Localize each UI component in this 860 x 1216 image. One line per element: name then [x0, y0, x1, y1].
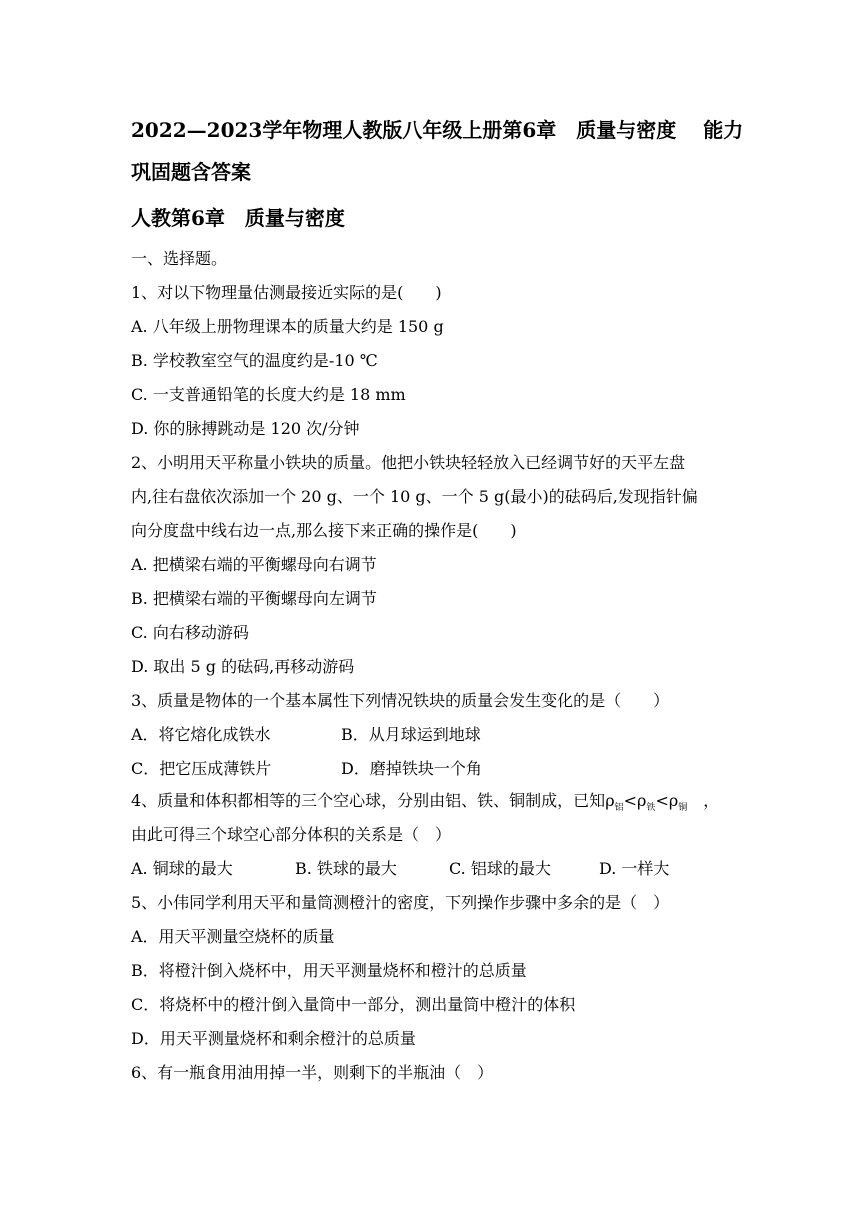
question-5-option-d: D．用天平测量烧杯和剩余橙汁的总质量: [131, 1029, 416, 1048]
question-4-stem-suffix: ，: [687, 791, 720, 810]
density-copper: $\rho_铜$: [668, 791, 688, 814]
question-4-option-a: A. 铜球的最大: [131, 859, 233, 878]
question-1-stem: 1、对以下物理量估测最接近实际的是( ): [131, 283, 442, 302]
question-3-option-d: D．磨掉铁块一个角: [341, 759, 482, 778]
question-4-option-c: C. 铝球的最大: [449, 859, 551, 878]
question-4-stem-prefix: 4、质量和体积都相等的三个空心球，分别由铝、铁、铜制成，已知: [131, 791, 606, 810]
question-3-option-b: B．从月球运到地球: [341, 725, 481, 744]
question-4-option-d: D. 一样大: [599, 859, 670, 878]
density-aluminum: $\rho_铝$: [605, 791, 624, 814]
question-2-option-d: D. 取出 5 g 的砝码,再移动游码: [131, 657, 355, 676]
question-5-option-b: B．将橙汁倒入烧杯中，用天平测量烧杯和橙汁的总质量: [131, 961, 527, 980]
less-than-sign-1: <: [623, 791, 638, 810]
question-2-stem-line3: 向分度盘中线右边一点,那么接下来正确的操作是( ): [131, 521, 517, 540]
question-3-options-row1: [131, 724, 481, 746]
question-1-option-a: A. 八年级上册物理课本的质量大约是 150 g: [131, 317, 444, 336]
question-4-option-b: B. 铁球的最大: [295, 859, 397, 878]
question-2-stem-line2: 内,往右盘依次添加一个 20 g、一个 10 g、一个 5 g(最小)的砝码后,发现指针偏: [131, 487, 698, 506]
document-title-line2: 巩固题含答案: [131, 160, 251, 184]
question-4-stem-line1: [131, 790, 719, 819]
question-5-stem: 5、小伟同学利用天平和量筒测橙汁的密度，下列操作步骤中多余的是（ ）: [131, 893, 670, 912]
question-6-stem: 6、有一瓶食用油用掉一半，则剩下的半瓶油（ ）: [131, 1063, 494, 1082]
question-2-option-a: A. 把横梁右端的平衡螺母向右调节: [131, 555, 377, 574]
question-5-option-a: A．用天平测量空烧杯的质量: [131, 927, 335, 946]
question-1-option-b: B. 学校教室空气的温度约是-10 ℃: [131, 351, 378, 370]
question-1-option-c: C. 一支普通铅笔的长度大约是 18 mm: [131, 385, 406, 404]
question-4-options: [131, 858, 669, 880]
question-2-option-c: C. 向右移动游码: [131, 623, 249, 642]
question-2-option-b: B. 把横梁右端的平衡螺母向左调节: [131, 589, 377, 608]
question-4-stem-line2: 由此可得三个球空心部分体积的关系是（ ）: [131, 825, 452, 844]
question-2-stem-line1: 2、小明用天平称量小铁块的质量。他把小铁块轻轻放入已经调节好的天平左盘: [131, 453, 686, 472]
question-1-option-d: D. 你的脉搏跳动是 120 次/分钟: [131, 419, 360, 438]
question-3-options-row2: [131, 758, 482, 780]
section-heading: 一、选择题。: [131, 249, 228, 268]
question-3-option-c: C．把它压成薄铁片: [131, 759, 272, 778]
less-than-sign-2: <: [655, 791, 669, 810]
question-3-stem: 3、质量是物体的一个基本属性下列情况铁块的质量会发生变化的是（ ）: [131, 691, 670, 710]
question-3-option-a: A．将它熔化成铁水: [131, 725, 271, 744]
document-title-line1: 2022—2023学年物理人教版八年级上册第6章 质量与密度 能力: [131, 118, 744, 142]
question-5-option-c: C．将烧杯中的橙汁倒入量筒中一部分，测出量筒中橙汁的体积: [131, 995, 576, 1014]
density-iron: $\rho_铁$: [637, 791, 656, 814]
chapter-heading: 人教第6章 质量与密度: [131, 206, 345, 230]
